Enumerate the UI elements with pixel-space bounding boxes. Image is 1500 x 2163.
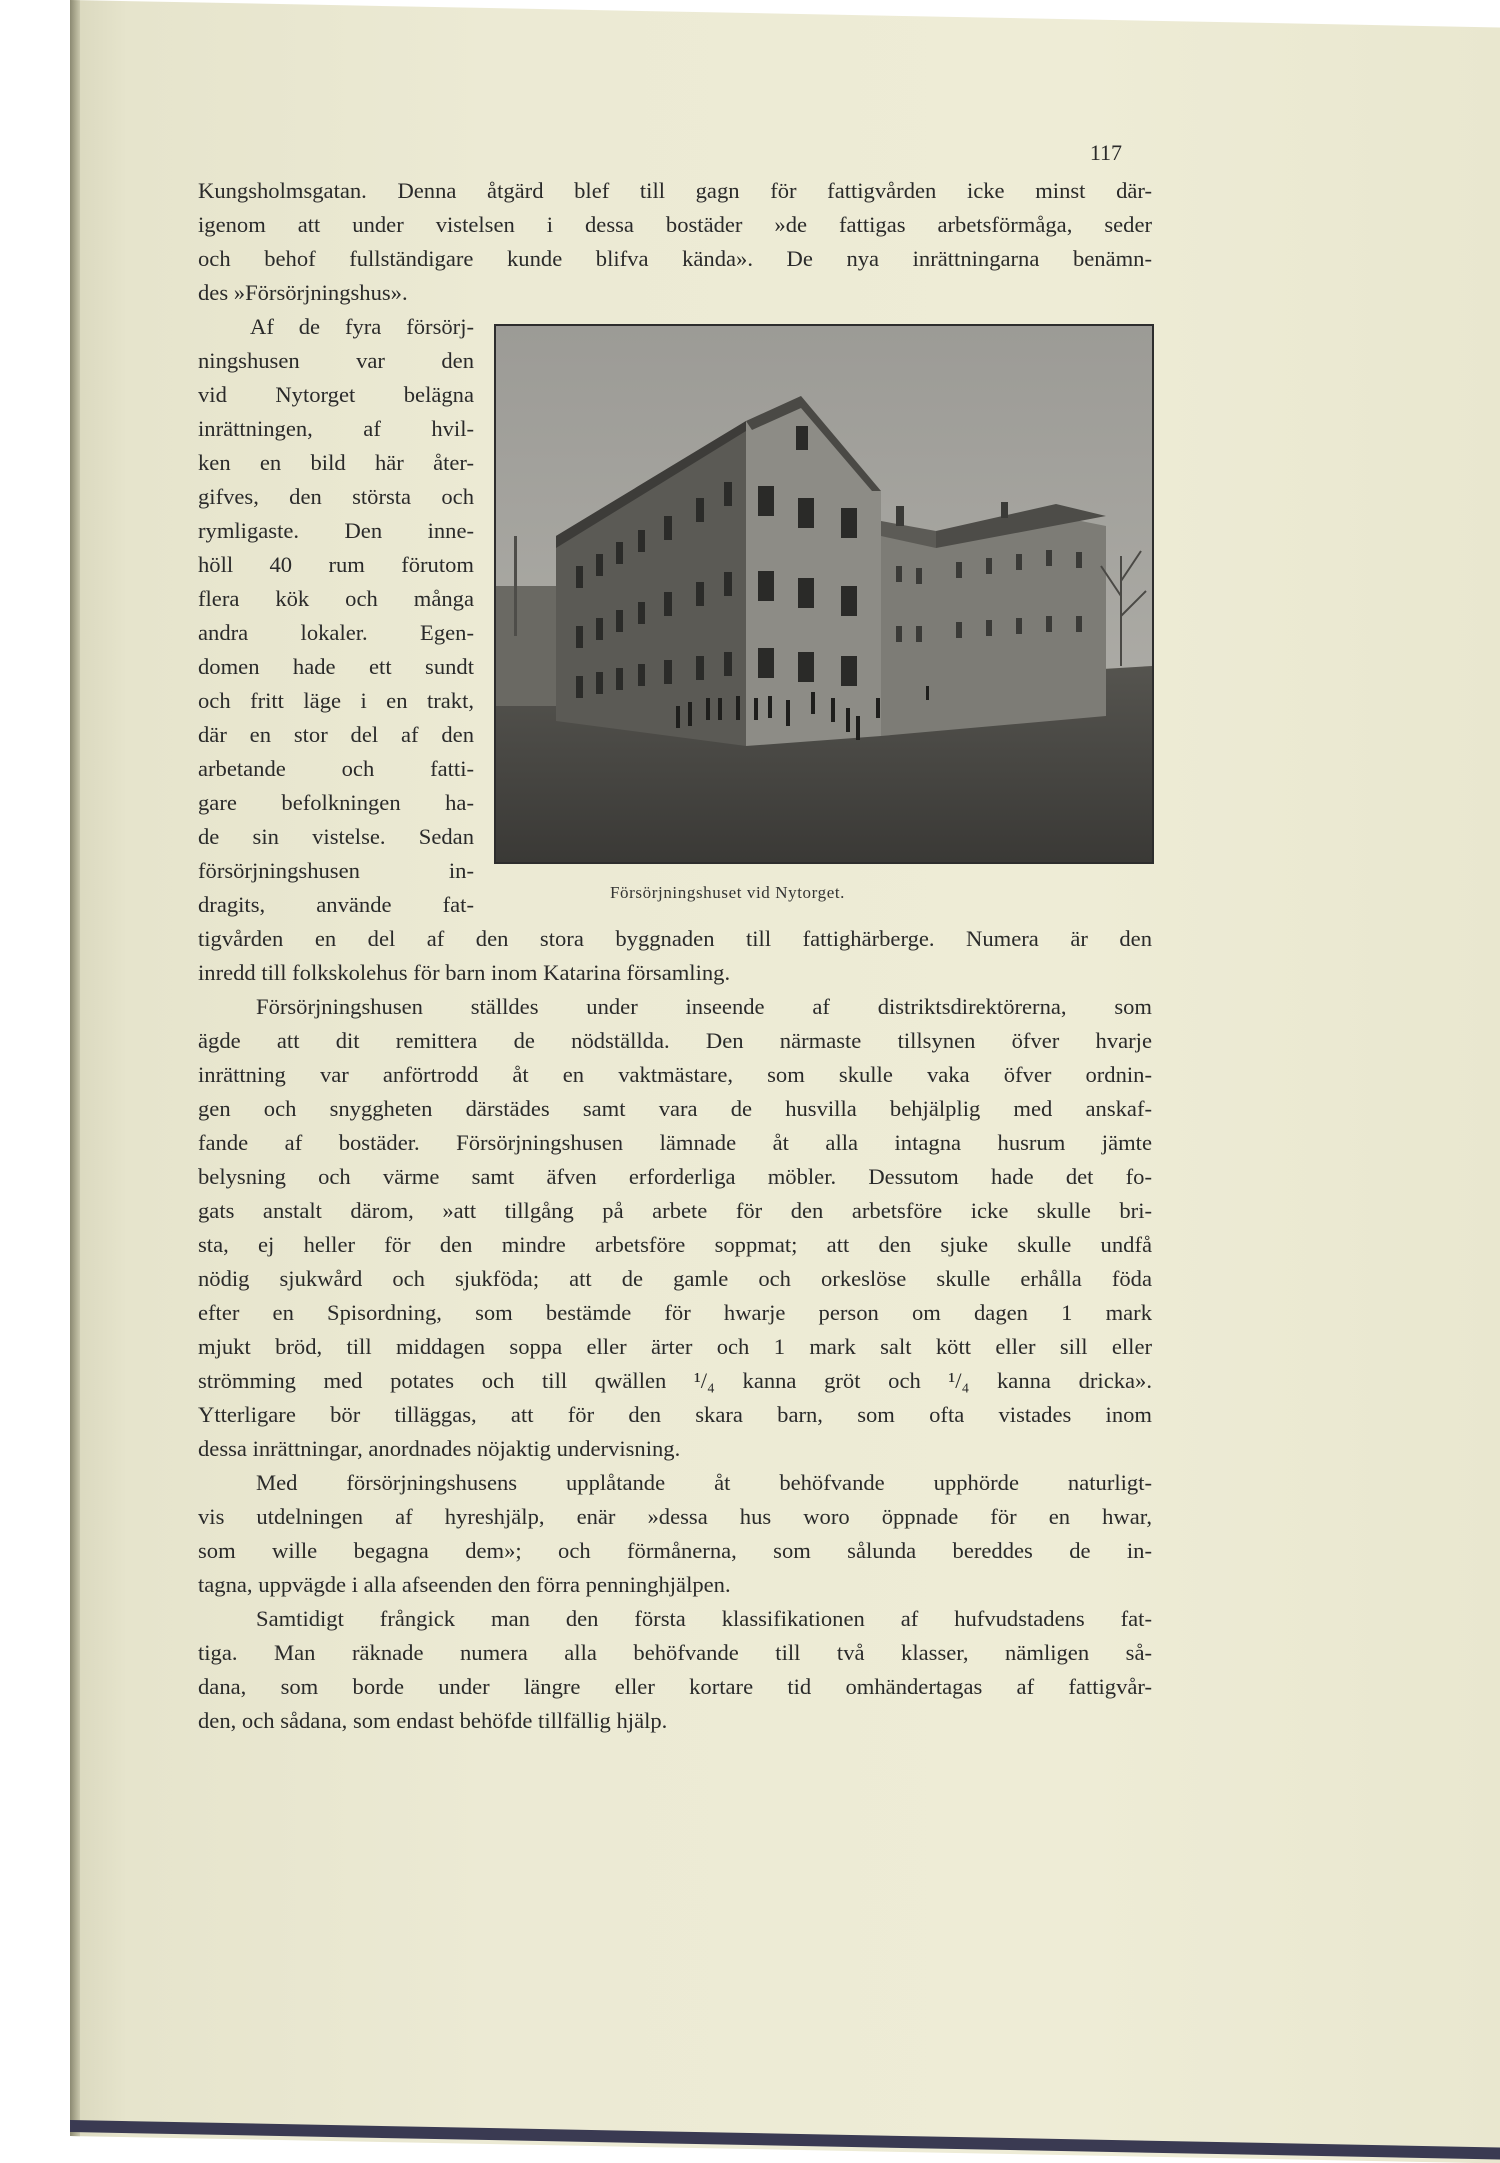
text-line: tigvården en del af den stora byggnaden till fattighärberge. Numera är den xyxy=(198,926,1152,951)
text-line: efter en Spisordning, som bestämde för hwarje person om dagen 1 mark xyxy=(198,1300,1152,1325)
text-line: dana, som borde under längre eller kortare tid omhändertagas af fattigvår- xyxy=(198,1674,1152,1699)
text-line: andra lokaler. Egen- xyxy=(198,620,474,645)
text-line: strömming med potates och till qwällen ¹/₄ kanna gröt och ¹/₄ kanna dricka». xyxy=(198,1368,1152,1393)
text-line: inrättningen, af hvil- xyxy=(198,416,474,441)
text-line: dragits, använde fat- xyxy=(198,892,474,917)
text-line: rymligaste. Den inne- xyxy=(198,518,474,543)
text-line: ägde att dit remittera de nödställda. Den närmaste tillsynen öfver hvarje xyxy=(198,1028,1152,1053)
building-photo-image xyxy=(496,326,1152,862)
bottom-color-strip xyxy=(70,2120,1500,2159)
text-line: tiga. Man räknade numera alla behöfvande till två klasser, nämligen så- xyxy=(198,1640,1152,1665)
text-line: och behof fullständigare kunde blifva kända». De nya inrättningarna benämn- xyxy=(198,246,1152,271)
text-line: fande af bostäder. Försörjningshusen lämnade åt alla intagna husrum jämte xyxy=(198,1130,1152,1155)
text-line: flera kök och många xyxy=(198,586,474,611)
text-line: vis utdelningen af hyreshjälp, enär »dessa hus woro öppnade för en hwar, xyxy=(198,1504,1152,1529)
text-line: gen och snyggheten därstädes samt vara de husvilla behjälplig med anskaf- xyxy=(198,1096,1152,1121)
book-spine-edge xyxy=(70,0,80,2136)
text-line: försörjningshusen in- xyxy=(198,858,474,883)
text-line: ningshusen var den xyxy=(198,348,474,373)
body-paragraphs xyxy=(198,922,1152,1738)
text-line: inredd till folkskolehus för barn inom Katarina församling. xyxy=(198,960,731,985)
text-line: som wille begagna dem»; och förmånerna, som sålunda bereddes de in- xyxy=(198,1538,1152,1563)
text-line: och fritt läge i en trakt, xyxy=(198,688,474,713)
text-line: gifves, den största och xyxy=(198,484,474,509)
text-line: igenom att under vistelsen i dessa bostäder »de fattigas arbetsförmåga, seder xyxy=(198,212,1152,237)
page-number: 117 xyxy=(1089,140,1122,165)
text-line: Ytterligare bör tilläggas, att för den skara barn, som ofta vistades inom xyxy=(198,1402,1152,1427)
text-line: Samtidigt frångick man den första klassifikationen af hufvudstadens fat- xyxy=(256,1606,1152,1631)
text-line: nödig sjukwård och sjukföda; att de gamle och orkeslöse skulle erhålla föda xyxy=(198,1266,1152,1291)
text-line: arbetande och fatti- xyxy=(198,756,474,781)
text-line: des »Försörjningshus». xyxy=(198,280,408,305)
text-line: Försörjningshusen ställdes under inseende af distriktsdirektörerna, som xyxy=(256,994,1152,1019)
text-line: inrättning var anförtrodd åt en vaktmästare, som skulle vaka öfver ordnin- xyxy=(198,1062,1152,1087)
text-line: tagna, uppvägde i alla afseenden den förra penninghjälpen. xyxy=(198,1572,731,1597)
text-line: Med försörjningshusens upplåtande åt behöfvande upphörde naturligt- xyxy=(256,1470,1152,1495)
text-line: gats anstalt därom, »att tillgång på arbete för den arbetsföre icke skulle bri- xyxy=(198,1198,1152,1223)
text-line: mjukt bröd, till middagen soppa eller ärter och 1 mark salt kött eller sill eller xyxy=(198,1334,1152,1359)
text-line: ken en bild här åter- xyxy=(198,450,474,475)
building-photograph xyxy=(494,324,1154,864)
text-line: Kungsholmsgatan. Denna åtgärd blef till gagn för fattigvården icke minst där- xyxy=(198,178,1152,203)
text-line: belysning och värme samt äfven erforderliga möbler. Dessutom hade det fo- xyxy=(198,1164,1152,1189)
text-line: höll 40 rum förutom xyxy=(198,552,474,577)
text-line: de sin vistelse. Sedan xyxy=(198,824,474,849)
text-line: dessa inrättningar, anordnades nöjaktig undervisning. xyxy=(198,1436,681,1461)
text-line: sta, ej heller för den mindre arbetsföre soppmat; att den sjuke skulle undfå xyxy=(198,1232,1152,1257)
text-line: vid Nytorget belägna xyxy=(198,382,474,407)
text-line: den, och sådana, som endast behöfde tillfällig hjälp. xyxy=(198,1708,668,1733)
text-line: gare befolkningen ha- xyxy=(198,790,474,815)
side-paragraph xyxy=(198,310,474,922)
text-line: domen hade ett sundt xyxy=(198,654,474,679)
intro-paragraph xyxy=(198,174,1152,310)
photo-caption: Försörjningshuset vid Nytorget. xyxy=(610,883,846,902)
text-line: där en stor del af den xyxy=(198,722,474,747)
text-line: Af de fyra försörj- xyxy=(250,314,474,339)
